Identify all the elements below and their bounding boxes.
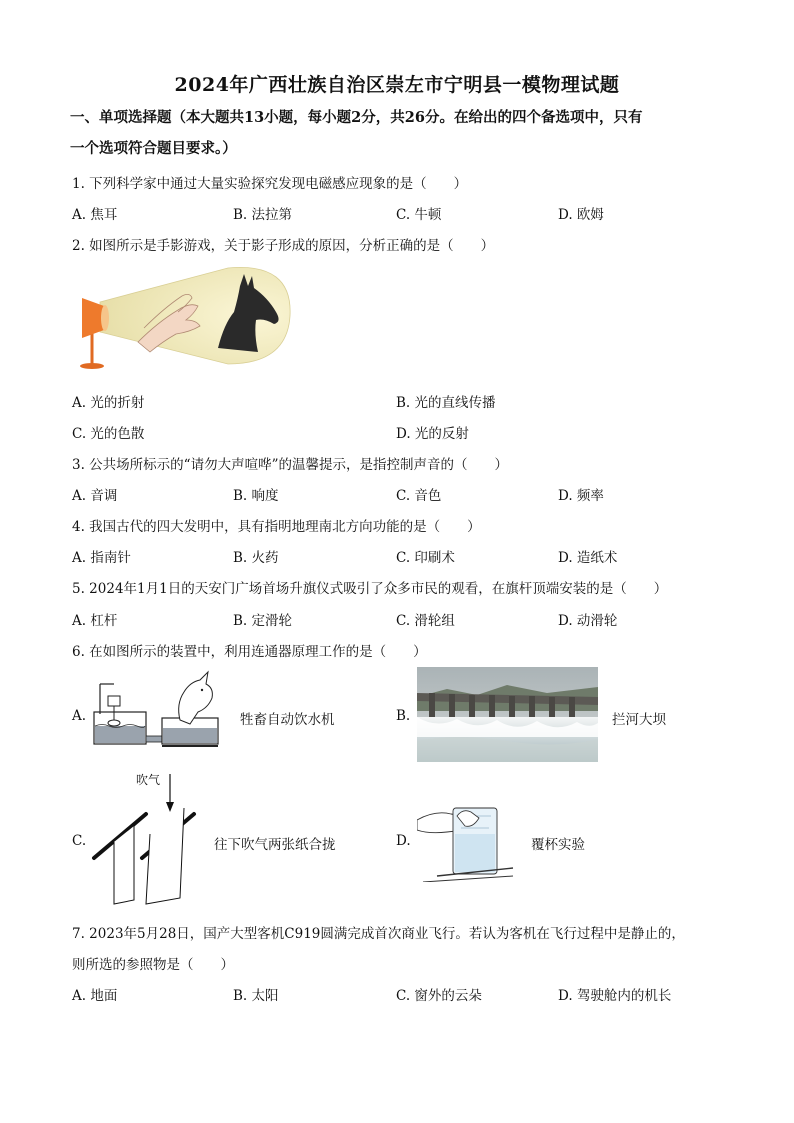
q2-option-c[interactable]: C. 光的色散 [72, 426, 145, 442]
q3-option-c[interactable]: C. 音色 [396, 488, 442, 504]
q3-option-d[interactable]: D. 频率 [558, 488, 604, 504]
q4-option-a[interactable]: A. 指南针 [72, 550, 131, 566]
q4-option-c[interactable]: C. 印刷术 [396, 550, 455, 566]
q7-option-d[interactable]: D. 驾驶舱内的机长 [558, 988, 672, 1004]
q4-option-d[interactable]: D. 造纸术 [558, 550, 618, 566]
section-heading-line-1: 一、单项选择题（本大题共13小题，每小题2分，共26分。在给出的四个备选项中，只有 [70, 109, 643, 126]
question-2-stem: 2. 如图所示是手影游戏，关于影子形成的原因，分析正确的是（ ） [72, 238, 495, 254]
question-6-stem: 6. 在如图所示的装置中，利用连通器原理工作的是（ ） [72, 644, 427, 660]
q5-option-c[interactable]: C. 滑轮组 [396, 613, 455, 629]
q3-option-b[interactable]: B. 响度 [233, 488, 279, 504]
page-title: 2024年广西壮族自治区崇左市宁明县一模物理试题 [174, 74, 620, 96]
dam-photo [417, 667, 598, 762]
question-7-stem-line-2: 则所选的参照物是（ ） [72, 957, 234, 973]
q2-option-d[interactable]: D. 光的反射 [396, 426, 469, 442]
section-heading-line-2: 一个选项符合题目要求。） [70, 140, 237, 157]
q6-caption-d: 覆杯实验 [531, 837, 585, 853]
q1-option-d[interactable]: D. 欧姆 [558, 207, 604, 223]
q6-caption-a: 牲畜自动饮水机 [240, 712, 335, 728]
section-heading [70, 102, 730, 164]
q7-option-a[interactable]: A. 地面 [72, 988, 118, 1004]
q1-option-a[interactable]: A. 焦耳 [72, 207, 118, 223]
q6-caption-b: 拦河大坝 [612, 712, 666, 728]
question-7-stem-line-1: 7. 2023年5月28日，国产大型客机C919圆满完成首次商业飞行。若认为客机在飞行过程中是静止的， [72, 926, 685, 942]
q2-option-b[interactable]: B. 光的直线传播 [396, 395, 496, 411]
q6-option-b[interactable]: B. [396, 708, 411, 724]
q6-option-c[interactable]: C. [72, 833, 87, 849]
q5-option-b[interactable]: B. 定滑轮 [233, 613, 293, 629]
q5-option-d[interactable]: D. 动滑轮 [558, 613, 618, 629]
q1-option-c[interactable]: C. 牛顿 [396, 207, 442, 223]
q6-option-a[interactable]: A. [72, 708, 87, 724]
question-5-stem: 5. 2024年1月1日的天安门广场首场升旗仪式吸引了众多市民的观看，在旗杆顶端安装的是（ ） [72, 581, 668, 597]
question-3-stem: 3. 公共场所标示的“请勿大声喧哗”的温馨提示，是指控制声音的（ ） [72, 457, 508, 473]
hand-shadow-figure [78, 262, 296, 370]
blow-label: 吹气 [136, 773, 161, 787]
q4-option-b[interactable]: B. 火药 [233, 550, 279, 566]
livestock-drinker-figure [90, 668, 222, 750]
q2-option-a[interactable]: A. 光的折射 [72, 395, 145, 411]
q7-option-c[interactable]: C. 窗外的云朵 [396, 988, 482, 1004]
q6-option-d[interactable]: D. [396, 833, 411, 849]
question-4-stem: 4. 我国古代的四大发明中，具有指明地理南北方向功能的是（ ） [72, 519, 481, 535]
q1-option-b[interactable]: B. 法拉第 [233, 207, 293, 223]
q7-option-b[interactable]: B. 太阳 [233, 988, 279, 1004]
q3-option-a[interactable]: A. 音调 [72, 488, 118, 504]
q6-caption-c: 往下吹气两张纸合拢 [214, 837, 336, 853]
question-1-stem: 1. 下列科学家中通过大量实验探究发现电磁感应现象的是（ ） [72, 176, 468, 192]
q5-option-a[interactable]: A. 杠杆 [72, 613, 118, 629]
inverted-cup-figure [417, 798, 517, 882]
blowing-paper-figure [90, 768, 202, 908]
